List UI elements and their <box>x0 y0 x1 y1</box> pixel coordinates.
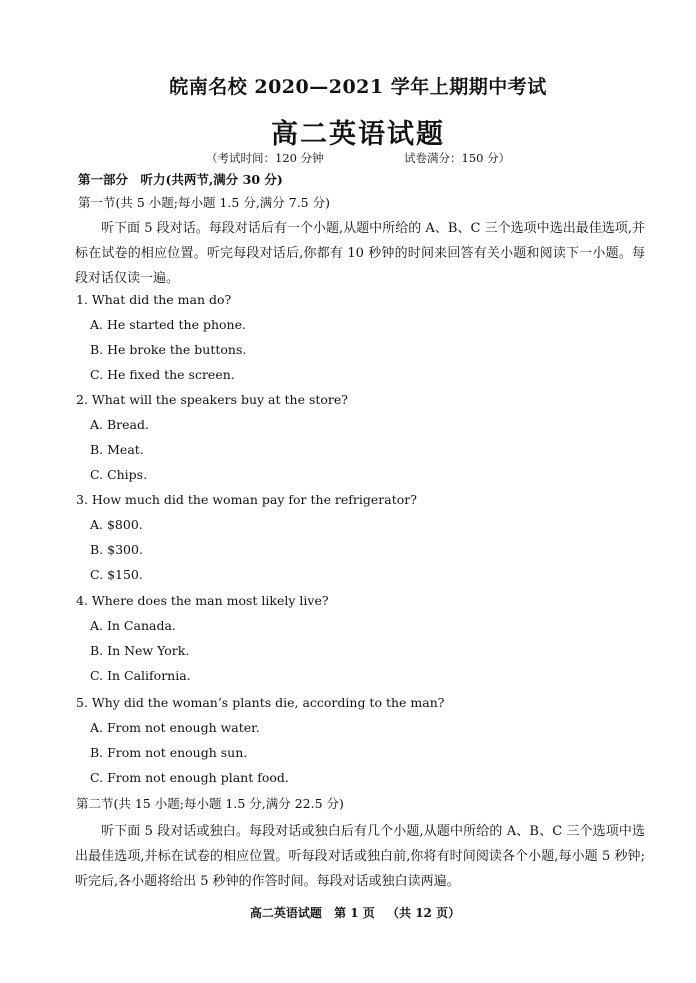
question-1: 1. What did the man do? <box>76 292 232 307</box>
footer-subject: 高二英语试题 <box>249 906 322 920</box>
q2-option-c: C. Chips. <box>90 467 148 482</box>
q5-option-b: B. From not enough sun. <box>90 745 248 760</box>
question-3: 3. How much did the woman pay for the refrigerator? <box>76 492 417 507</box>
section1-instructions: 听下面 5 段对话。每段对话后有一个小题,从题中所给的 A、B、C 三个选项中选出最佳选项,并标在试卷的相应位置。听完每段对话后,你都有 10 秒钟的时间来回答有关小题和阅读下一小题。每段对话仅读一遍。 <box>75 221 645 286</box>
q3-option-a: A. $800. <box>90 517 143 532</box>
q2-option-a: A. Bread. <box>90 417 149 432</box>
q5-option-a: A. From not enough water. <box>90 720 260 735</box>
section2-instructions: 听下面 5 段对话或独白。每段对话或独白后有几个小题,从题中所给的 A、B、C 三个选项中选出最佳选项,并标在试卷的相应位置。听每段对话或独白前,你将有时间阅读各个小题,每小题 5 秒钟;听完后,各小题将给出 5 秒钟的作答时间。每段对话或独白读两遍。 <box>75 824 645 889</box>
exam-time: （考试时间：120 分钟 <box>206 151 324 165</box>
q3-option-c: C. $150. <box>90 567 143 582</box>
footer-page-number: 第 1 页 <box>334 906 375 920</box>
q1-option-b: B. He broke the buttons. <box>90 342 247 357</box>
q5-option-c: C. From not enough plant food. <box>90 770 289 785</box>
q4-option-a: A. In Canada. <box>90 618 176 633</box>
question-2: 2. What will the speakers buy at the store? <box>76 392 348 407</box>
question-5: 5. Why did the woman’s plants die, according to the man? <box>76 695 445 710</box>
q4-option-b: B. In New York. <box>90 643 190 658</box>
section1-heading: 第一节(共 5 小题;每小题 1.5 分,满分 7.5 分) <box>78 195 330 210</box>
question-4: 4. Where does the man most likely live? <box>76 593 329 608</box>
q1-option-c: C. He fixed the screen. <box>90 367 235 382</box>
subject-title: 高二英语试题 <box>271 119 445 150</box>
q1-option-a: A. He started the phone. <box>90 317 246 332</box>
footer-total-pages: （共 12 页） <box>387 906 461 920</box>
part1-heading: 第一部分 听力(共两节,满分 30 分) <box>78 172 283 187</box>
q3-option-b: B. $300. <box>90 542 143 557</box>
exam-score: 试卷满分：150 分） <box>404 151 511 165</box>
school-title: 皖南名校 2020—2021 学年上期期中考试 <box>169 76 547 98</box>
section2-heading: 第二节(共 15 小题;每小题 1.5 分,满分 22.5 分) <box>76 796 344 811</box>
q2-option-b: B. Meat. <box>90 442 144 457</box>
q4-option-c: C. In California. <box>90 668 191 683</box>
page-footer <box>0 904 696 921</box>
